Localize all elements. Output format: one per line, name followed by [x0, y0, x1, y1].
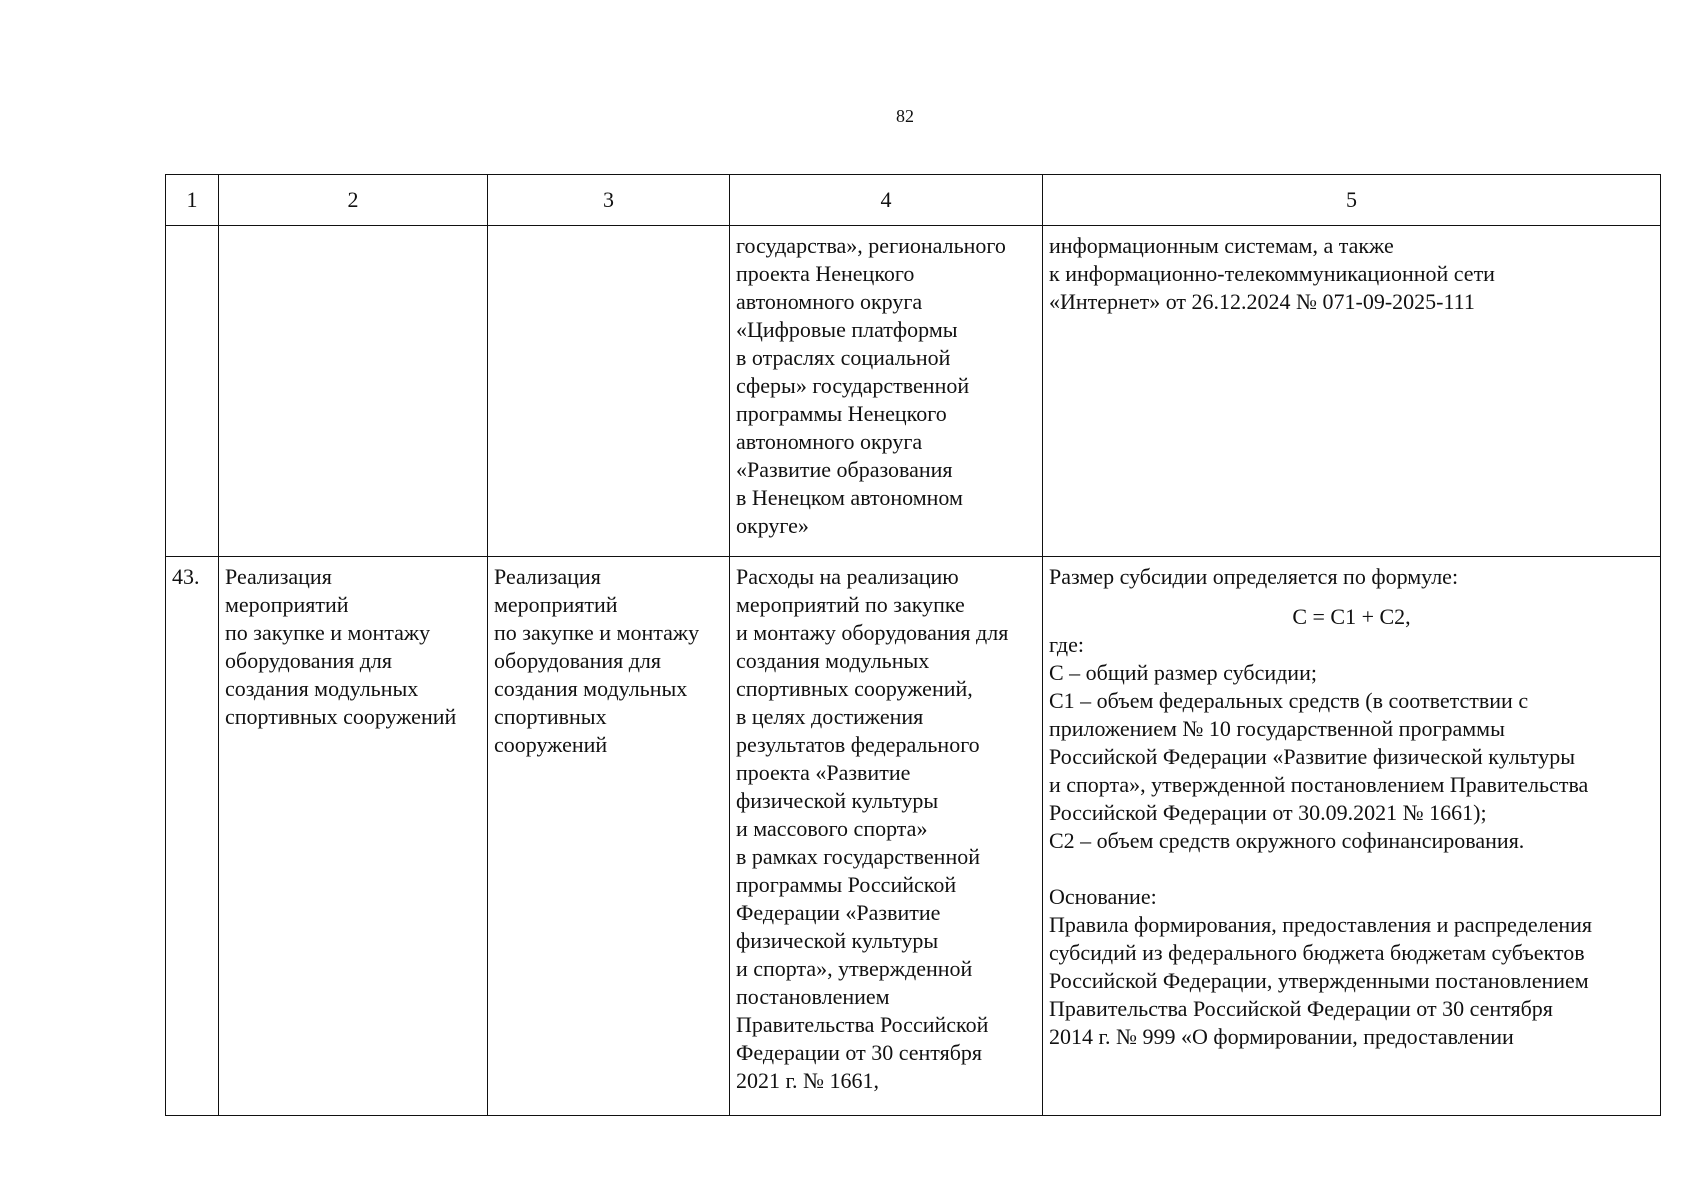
header-cell-4: 4 [730, 175, 1043, 226]
document-table [165, 174, 1661, 1116]
header-cell-3: 3 [488, 175, 730, 226]
formula-definitions: где: С – общий размер субсидии; С1 – объем федеральных средств (в соответствии с приложением № 10 государственной программы Российской Федерации «Развитие физической культуры и спорта», утвержденной постановлением Правительства Российской Федерации от 30.09.2021 № 1661); С2 – объем средств окружного софинансирования. [1049, 632, 1589, 853]
table-row [166, 557, 1661, 1116]
row2-col3-text: Реализация мероприятий по закупке и монтажу оборудования для создания модульных спортивных сооружений [494, 564, 700, 757]
table-header-row [166, 175, 1661, 226]
row2-col2 [219, 557, 488, 1116]
row2-col4 [730, 557, 1043, 1116]
basis-text: Правила формирования, предоставления и распределения субсидий из федерального бюджета бюджетам субъектов Российской Федерации, утвержденными постановлением Правительства Российской Федерации от 30 сентября 2014 г. № 999 «О формировании, предоставлении [1049, 912, 1593, 1049]
header-cell-5: 5 [1043, 175, 1661, 226]
row1-col3 [488, 226, 730, 557]
row2-col2-text: Реализация мероприятий по закупке и монтажу оборудования для создания модульных спортивных сооружений [225, 564, 457, 729]
row2-col4-text: Расходы на реализацию мероприятий по закупке и монтажу оборудования для создания модульных спортивных сооружений, в целях достижения результатов федерального проекта «Развитие физической культуры и массового спорта» в рамках государственной программы Российской Федерации «Развитие физической культуры и спорта», утвержденной постановлением Правительства Российской Федерации от 30 сентября 2021 г. № 1661, [736, 564, 1009, 1093]
row2-col1 [166, 557, 219, 1116]
row1-col5 [1043, 226, 1661, 557]
row-number: 43. [172, 564, 200, 589]
row1-col4-text: государства», регионального проекта Ненецкого автономного округа «Цифровые платформы в отраслях социальной сферы» государственной программы Ненецкого автономного округа «Развитие образования в Ненецком автономном округе» [736, 233, 1006, 538]
row2-col5 [1043, 557, 1661, 1116]
row1-col5-text: информационным системам, а также к информационно-телекоммуникационной сети «Интернет» от 26.12.2024 № 071-09-2025-111 [1049, 233, 1495, 314]
row1-col1 [166, 226, 219, 557]
formula-intro: Размер субсидии определяется по формуле: [1049, 564, 1459, 589]
page-number: 82 [896, 106, 914, 126]
row2-col3 [488, 557, 730, 1116]
header-cell-2: 2 [219, 175, 488, 226]
formula: С = С1 + С2, [1292, 604, 1411, 629]
table-row [166, 226, 1661, 557]
row1-col4 [730, 226, 1043, 557]
basis-label: Основание: [1049, 884, 1157, 909]
header-cell-1: 1 [166, 175, 219, 226]
row1-col2 [219, 226, 488, 557]
